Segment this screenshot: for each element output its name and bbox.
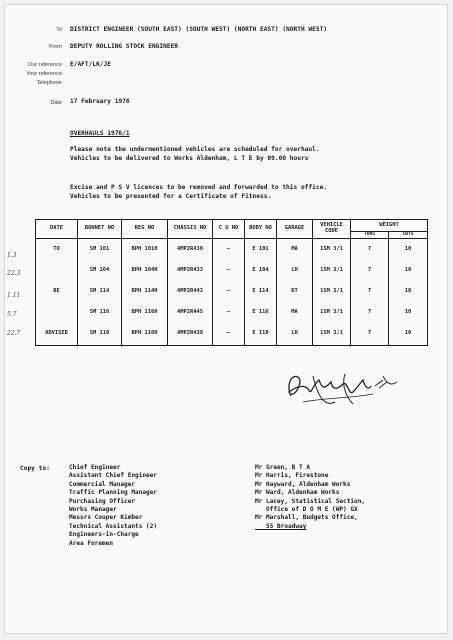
cell-chassis-no: 4MP2R439: [168, 323, 213, 346]
cell-reg-no: BPH 110H: [122, 323, 168, 346]
cell-body-no: E 114: [245, 282, 277, 303]
cell-tons: 7: [351, 323, 389, 346]
paragraph-1-line-1: Please note the undermentioned vehicles are scheduled for overhaul.: [70, 146, 320, 153]
col-header-chassis-no: CHASSIS NO: [168, 220, 213, 239]
cell-date: ADVISED: [36, 323, 78, 346]
cell-tons: 7: [351, 239, 389, 261]
cell-tons: 7: [351, 302, 389, 323]
list-item: Purchasing Officer: [69, 497, 136, 505]
cell-cwts: 10: [389, 323, 428, 346]
cell-body-no: E 104: [245, 261, 277, 282]
cell-vehicle-code: 1SM 3/1: [313, 261, 351, 282]
cell-cwts: 10: [389, 239, 428, 261]
col-header-bonnet-no: BONNET NO: [78, 220, 122, 239]
cell-date: TO: [36, 239, 78, 261]
from-label: From: [49, 44, 62, 50]
cell-tons: 7: [351, 282, 389, 303]
cell-tons: 7: [351, 261, 389, 282]
copy-list-left: [69, 464, 157, 548]
your-reference-label: Your reference: [26, 71, 62, 77]
list-item: Mr Marshall, Budgets Office,: [255, 514, 358, 522]
cell-vehicle-code: 1SM 3/1: [313, 239, 351, 261]
cell-date: [36, 261, 78, 282]
subject-line: OVERHAULS 1976/1: [70, 130, 130, 137]
col-header-weight: WEIGHT: [351, 220, 428, 232]
cell-vehicle-code: 1SM 3/1: [313, 282, 351, 303]
list-item: Mr Harris, Firestone: [255, 472, 329, 480]
margin-note: 1.3: [7, 252, 17, 259]
vehicle-table: [35, 219, 428, 346]
table-row: [36, 323, 428, 346]
cell-cwts: 10: [389, 261, 428, 282]
our-reference-value: E/AFT/LK/JE: [70, 61, 111, 68]
cell-garage: LH: [277, 323, 313, 346]
col-header-garage: GARAGE: [277, 220, 313, 239]
cell-bonnet-no: SM 114: [78, 282, 122, 303]
margin-note: 1.11: [7, 292, 21, 299]
table-row: [36, 239, 428, 261]
date-label: Date: [50, 100, 62, 106]
table-row: [36, 282, 428, 303]
cell-body-no: E 101: [245, 239, 277, 261]
cell-vehicle-code: 1SM 3/1: [313, 302, 351, 323]
cell-date: [36, 302, 78, 323]
cell-reg-no: BPH 101H: [122, 239, 168, 261]
list-item: Mr Ward, Aldenham Works: [255, 489, 340, 497]
to-value: DISTRICT ENGINEER (SOUTH EAST) (SOUTH WEST) (NORTH EAST) (NORTH WEST): [70, 26, 328, 33]
copy-to-label: Copy to:: [20, 465, 50, 472]
cell-cwts: 10: [389, 302, 428, 323]
col-header-tons: TONS: [351, 232, 389, 239]
col-header-body-no: BODY NO: [245, 220, 277, 239]
list-item: Mr Lacey, Statistical Section,: [255, 497, 366, 505]
paragraph-2-line-1: Excise and P S V licences to be removed and forwarded to this office.: [70, 184, 328, 191]
list-item: Area Foremen: [69, 539, 114, 547]
cell-body-no: E 116: [245, 302, 277, 323]
handwritten-signature: [283, 362, 403, 410]
date-value: 17 February 1976: [70, 98, 130, 105]
list-item: Mr Green, B T A: [255, 464, 311, 471]
col-header-date: DATE: [36, 220, 78, 239]
col-header-cwts: CWTS: [389, 232, 428, 239]
list-item: Traffic Planning Manager: [69, 489, 158, 497]
col-header-reg-no: REG NO: [122, 220, 168, 239]
cell-garage: MA: [277, 302, 313, 323]
cell-chassis-no: 4MP2R430: [168, 239, 213, 261]
list-item: Messrs Couper Kimber: [69, 514, 143, 522]
our-reference-label: Our reference: [28, 62, 62, 68]
margin-note: 22.3: [7, 270, 21, 277]
list-item: Commercial Manager: [69, 480, 136, 488]
cell-cu-no: –: [213, 282, 245, 303]
table-row: [36, 302, 428, 323]
cell-cwts: 10: [389, 282, 428, 303]
from-value: DEPUTY ROLLING STOCK ENGINEER: [70, 43, 179, 50]
list-item: Assistant Chief Engineer: [69, 472, 158, 480]
list-item: Office of D O M E (WP) GX: [255, 506, 358, 514]
cell-reg-no: BPH 114H: [122, 282, 168, 303]
list-item: Chief Engineer: [69, 464, 121, 471]
cell-bonnet-no: SM 104: [78, 261, 122, 282]
margin-note: 22.7: [7, 330, 21, 337]
cell-vehicle-code: 1SM 3/1: [313, 323, 351, 346]
to-label: To: [56, 27, 62, 33]
cell-bonnet-no: SM 110: [78, 323, 122, 346]
cell-garage: DT: [277, 282, 313, 303]
cell-chassis-no: 4MP2R433: [168, 261, 213, 282]
margin-note: 5.7: [7, 311, 17, 318]
cell-date: BE: [36, 282, 78, 303]
list-item: Technical Assistants (2): [69, 522, 158, 530]
list-item: 55 Broadway: [255, 522, 307, 530]
cell-garage: MA: [277, 239, 313, 261]
cell-garage: LH: [277, 261, 313, 282]
cell-chassis-no: 4MP2R443: [168, 282, 213, 303]
table-row: [36, 261, 428, 282]
paragraph-1-line-2: Vehicles to be delivered to Works Aldenham, L T E by 09.00 hours: [70, 155, 309, 162]
cell-bonnet-no: SM 101: [78, 239, 122, 261]
cell-reg-no: BPH 104H: [122, 261, 168, 282]
list-item: Mr Hayward, Aldenham Works: [255, 480, 351, 488]
col-header-vehicle-code: VEHICLE CODE: [313, 220, 351, 239]
copy-list-right: [255, 464, 365, 531]
cell-cu-no: –: [213, 239, 245, 261]
cell-bonnet-no: SM 116: [78, 302, 122, 323]
cell-body-no: E 110: [245, 323, 277, 346]
telephone-label: Telephone: [36, 80, 62, 86]
list-item: Works Manager: [69, 506, 117, 514]
paragraph-2-line-2: Vehicles to be presented for a Certificate of Fitness.: [70, 193, 272, 200]
cell-cu-no: –: [213, 261, 245, 282]
cell-cu-no: –: [213, 323, 245, 346]
cell-cu-no: –: [213, 302, 245, 323]
cell-chassis-no: 4MP2R445: [168, 302, 213, 323]
list-item: Engineers-in-Charge: [69, 531, 139, 539]
cell-reg-no: BPH 116H: [122, 302, 168, 323]
col-header-cu-no: C U NO: [213, 220, 245, 239]
